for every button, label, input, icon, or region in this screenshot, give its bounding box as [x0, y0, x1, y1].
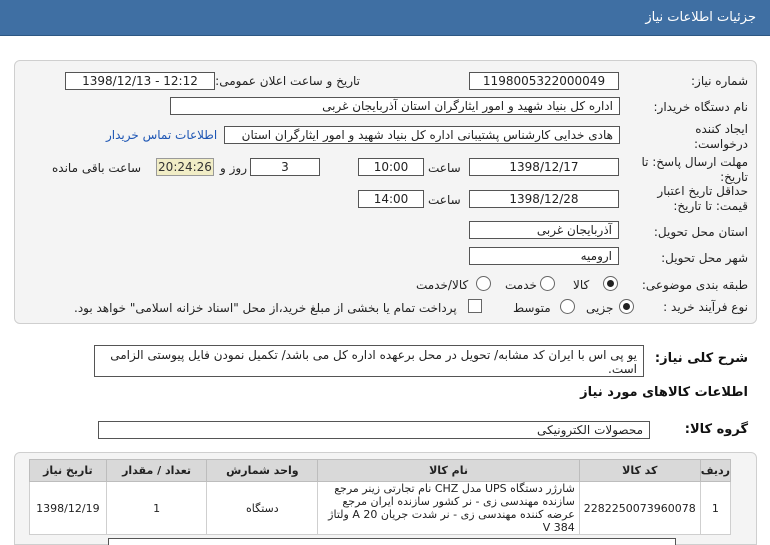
process-radio-minor[interactable]	[619, 299, 634, 314]
city-label: شهر محل تحویل:	[661, 251, 748, 265]
announce-field: 1398/12/13 - 12:12	[65, 72, 215, 90]
process-option-medium: متوسط	[513, 301, 551, 315]
province-field: آذربایجان غربی	[469, 221, 619, 239]
col-name: نام کالا	[318, 460, 580, 482]
goods-group-label: گروه کالا:	[684, 422, 748, 437]
cell-row: 1	[700, 482, 730, 535]
validity-time-label: ساعت	[428, 193, 461, 207]
col-row: ردیف	[700, 460, 730, 482]
col-date: تاریخ نیاز	[30, 460, 107, 482]
need-number-field: 1198005322000049	[469, 72, 619, 90]
treasury-note: پرداخت تمام یا بخشی از مبلغ خرید،از محل "اسناد خزانه اسلامی" خواهد بود.	[74, 301, 457, 315]
remaining-time-badge: 20:24:26	[156, 158, 214, 176]
bottom-field	[108, 538, 676, 545]
col-code: کد کالا	[579, 460, 700, 482]
validity-label: حداقل تاریخ اعتبار قیمت: تا تاریخ:	[657, 184, 748, 213]
category-radio-goods-service[interactable]	[476, 276, 491, 291]
deadline-date-field: 1398/12/17	[469, 158, 619, 176]
creator-label: ایجاد کننده درخواست:	[694, 122, 748, 151]
goods-section-title: اطلاعات کالاهای مورد نیاز	[580, 385, 748, 400]
process-label: نوع فرآیند خرید :	[663, 300, 748, 314]
goods-group-field: محصولات الکترونیکی	[98, 421, 650, 439]
page-title: جزئیات اطلاعات نیاز	[645, 10, 756, 25]
table-row	[30, 482, 731, 535]
category-option-service: خدمت	[505, 278, 537, 292]
days-field: 3	[250, 158, 320, 176]
buyer-field: اداره کل بنیاد شهید و امور ایثارگران استان آذربایجان غربی	[170, 97, 620, 115]
cell-qty: 1	[106, 482, 207, 535]
validity-date-field: 1398/12/28	[469, 190, 619, 208]
treasury-checkbox[interactable]	[468, 299, 482, 313]
deadline-time-field: 10:00	[358, 158, 424, 176]
announce-label: تاریخ و ساعت اعلان عمومی:	[215, 74, 360, 88]
creator-field: هادی خدایی کارشناس پشتیبانی اداره کل بنیاد شهید و امور ایثارگران استان	[224, 126, 620, 144]
cell-date: 1398/12/19	[30, 482, 107, 535]
col-qty: تعداد / مقدار	[106, 460, 207, 482]
col-unit: واحد شمارش	[207, 460, 318, 482]
process-radio-medium[interactable]	[560, 299, 575, 314]
description-box: یو پی اس با ایران کد مشابه/ تحویل در محل برعهده اداره کل می باشد/ تکمیل نمودن فایل پیوستی الزامی است.	[94, 345, 644, 377]
remaining-label: ساعت باقی مانده	[52, 161, 142, 175]
category-option-goods: کالا	[573, 278, 590, 292]
goods-table	[29, 459, 731, 535]
buyer-contact-link[interactable]: اطلاعات تماس خریدار	[106, 128, 218, 142]
deadline-time-label: ساعت	[428, 161, 461, 175]
goods-table-header	[30, 460, 731, 482]
category-label: طبقه بندی موضوعی:	[641, 278, 748, 292]
province-label: استان محل تحویل:	[653, 225, 748, 239]
category-option-goods-service: کالا/خدمت	[416, 278, 469, 292]
days-label: روز و	[220, 161, 247, 175]
header-bar	[0, 0, 770, 36]
category-radio-goods[interactable]	[603, 276, 618, 291]
validity-time-field: 14:00	[358, 190, 424, 208]
need-number-label: شماره نیاز:	[691, 74, 748, 88]
process-option-minor: جزیی	[586, 301, 614, 315]
cell-unit: دستگاه	[207, 482, 318, 535]
buyer-label: نام دستگاه خریدار:	[653, 100, 748, 114]
category-radio-service[interactable]	[540, 276, 555, 291]
cell-name: شارژر دستگاه UPS مدل CHZ نام تجارتی زینر مرجع سازنده مهندسی زی - نر کشور سازنده ایران مرجع عرضه کننده مهندسی زی - نر شدت جریان 20 A ولتاژ 384 V	[318, 482, 580, 535]
city-field: ارومیه	[469, 247, 619, 265]
description-label: شرح کلی نیاز:	[654, 351, 748, 366]
deadline-label: مهلت ارسال پاسخ: تا تاریخ:	[641, 155, 748, 184]
cell-code: 2282250073960078	[579, 482, 700, 535]
